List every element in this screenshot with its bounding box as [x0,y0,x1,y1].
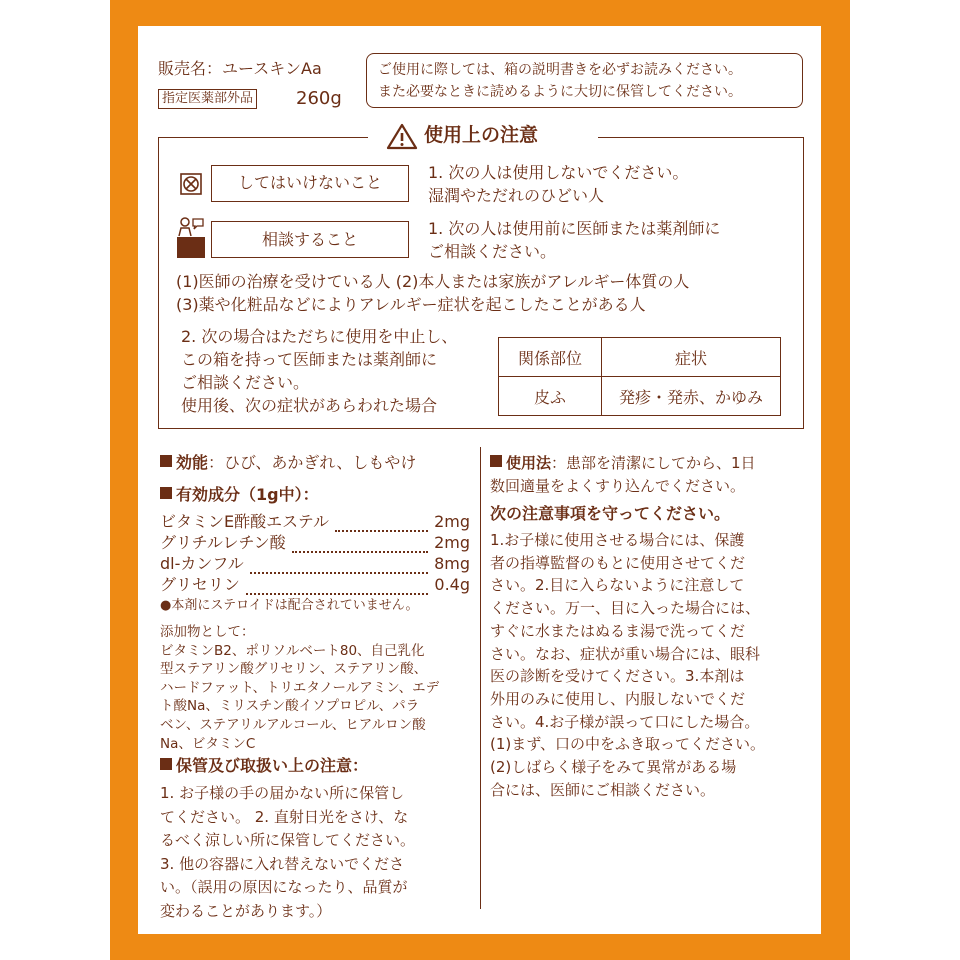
symptom-table-header [499,338,781,377]
product-name: 販売名：ユースキンAa [158,59,322,78]
usage-notice-line: ください。万一、目に入った場合には、 [490,599,761,618]
ingredient-name: ビタミンE酢酸エステル [160,512,329,531]
weight: 260g [296,88,342,109]
dont-line-1: 1. 次の人は使用しないでください。 [428,163,689,182]
column-divider [480,447,481,909]
ingredient-amount: 8mg [434,554,470,573]
usage [490,452,756,498]
usage-notice-line: 外用のみに使用し、内服しないでくだ [490,689,746,708]
prohibited-icon [179,172,203,196]
caution-title: 使用上の注意 [424,124,539,146]
additives-line: ビタミンB2、ポリソルベート80、自己乳化 [160,642,425,659]
warning-icon [386,122,418,150]
usage-notice-line: 医の診断を受けてください。3.本剤は [490,667,745,686]
dont-line-2: 湿潤やただれのひどい人 [428,186,605,205]
ingredient-name: グリセリン [160,575,240,594]
storage-text [160,782,415,923]
consult-list-2: (3)薬や化粧品などによりアレルギー症状を起こしたことがある人 [176,295,646,314]
table-header-area: 関係部位 [499,338,602,377]
ingredient-amount: 0.4g [434,575,470,594]
efficacy [160,452,416,474]
ingredients-heading [160,484,319,506]
ingredient-leader [250,553,428,574]
storage-line: い。（誤用の原因になったり、品質が [160,878,408,896]
usage-notice-line: さい。2.目に入らないように注意して [490,576,745,595]
storage-label: 保管及び取扱い上の注意： [176,756,369,775]
usage-notice-line: すぐに水またはぬるま湯で洗ってくだ [490,621,746,640]
storage-line: 3. 他の容器に入れ替えないでくださ [160,854,405,873]
category-tag: 指定医薬部外品 [158,89,257,109]
storage-line: るべく涼しい所に保管してください。 [160,831,416,849]
consult-list-1: (1)医師の治療を受けている人 (2)本人または家族がアレルギー体質の人 [176,272,690,291]
additives-line: ト酸Na、ミリスチン酸イソプロピル、パラ [160,698,420,715]
stop-line-3: ご相談ください。 [181,373,310,392]
stop-line-2: この箱を持って医師または薬剤師に [181,350,438,369]
storage-line: 変わることがあります。） [160,901,332,920]
usage-notice [490,529,765,801]
consult-icon [176,215,206,259]
usage-notice-line: さい。なお、症状が重い場合には、眼科 [490,644,761,663]
usage-notice-line: 者の指導監督のもとに使用させてくだ [490,553,746,572]
storage-line: 1. お子様の手の届かない所に保管し [160,784,405,802]
table-header-symptom: 症状 [602,338,781,377]
usage-line-2: 数回適量をよくすり込んでください。 [490,477,746,495]
usage-line-1 [490,452,756,475]
efficacy-label: 効能 [176,453,209,472]
ingredient-row [160,574,470,595]
ingredient-row [160,532,470,553]
ingredient-leader [335,511,428,532]
stop-line-1: 2. 次の場合はただちに使用を中止し、 [181,327,458,346]
ingredients-list [160,511,470,595]
stop-line-4: 使用後、次の症状があらわれた場合 [181,396,438,415]
usage-notice-line: 合には、医師にご相談ください。 [490,780,716,799]
notice-line-2: また必要なときに読めるように大切に保管してください。 [378,84,742,100]
notice-line-1: ご使用に際しては、箱の説明書きを必ずお読みください。 [378,62,742,78]
storage-line: てください。 2. 直射日光をさけ、な [160,807,409,826]
ingredient-leader [246,574,429,595]
additives-line: ベン、ステアリルアルコール、ヒアルロン酸 [160,716,426,733]
bullet-square-icon [490,455,502,467]
steroid-note: ●本剤にステロイドは配合されていません。 [160,598,419,613]
ingredient-leader [292,532,428,553]
symptom-table [498,337,781,416]
usage-notice-line: 1.お子様に使用させる場合には、保護 [490,531,745,549]
ingredient-amount: 2mg [434,533,470,552]
table-cell-area: 皮ふ [499,377,602,416]
usage-notice-line: さい。4.お子様が誤って口にした場合。 [490,712,760,731]
ingredients-label: 有効成分（1g中）： [176,485,319,504]
storage-heading [160,755,368,777]
dont-label: してはいけないこと [237,173,382,192]
ingredient-name: dl-カンフル [160,554,244,573]
usage-notice-title: 次の注意事項を守ってください。 [490,504,731,523]
additives-line: 型ステアリン酸グリセリン、ステアリン酸、 [160,661,428,678]
usage-notice-line: (1)まず、口の中をふき取ってください。 [490,735,766,754]
bullet-square-icon [160,455,172,467]
consult-line-1: 1. 次の人は使用前に医師または薬剤師に [428,219,721,238]
table-cell-symptom: 発疹・発赤、かゆみ [602,377,781,416]
additives-title: 添加物として： [160,624,255,640]
ingredient-amount: 2mg [434,512,470,531]
bullet-square-icon [160,758,172,770]
usage-text: ：患部を清潔にしてから、1日 [551,454,756,472]
ingredient-name: グリチルレチン酸 [160,533,286,552]
table-row [499,377,781,416]
ingredient-row [160,511,470,532]
ingredient-row [160,553,470,574]
consult-line-2: ご相談ください。 [428,242,557,261]
additives [160,623,439,753]
additives-line: Na、ビタミンC [160,735,256,752]
additives-line: ハードファット、トリエタノールアミン、エデ [160,679,440,696]
usage-label: 使用法 [506,454,552,472]
efficacy-text: ：ひび、あかぎれ、しもやけ [208,453,417,472]
usage-notice-line: (2)しばらく様子をみて異常がある場 [490,758,737,777]
consult-label: 相談すること [261,230,358,249]
bullet-square-icon [160,487,172,499]
